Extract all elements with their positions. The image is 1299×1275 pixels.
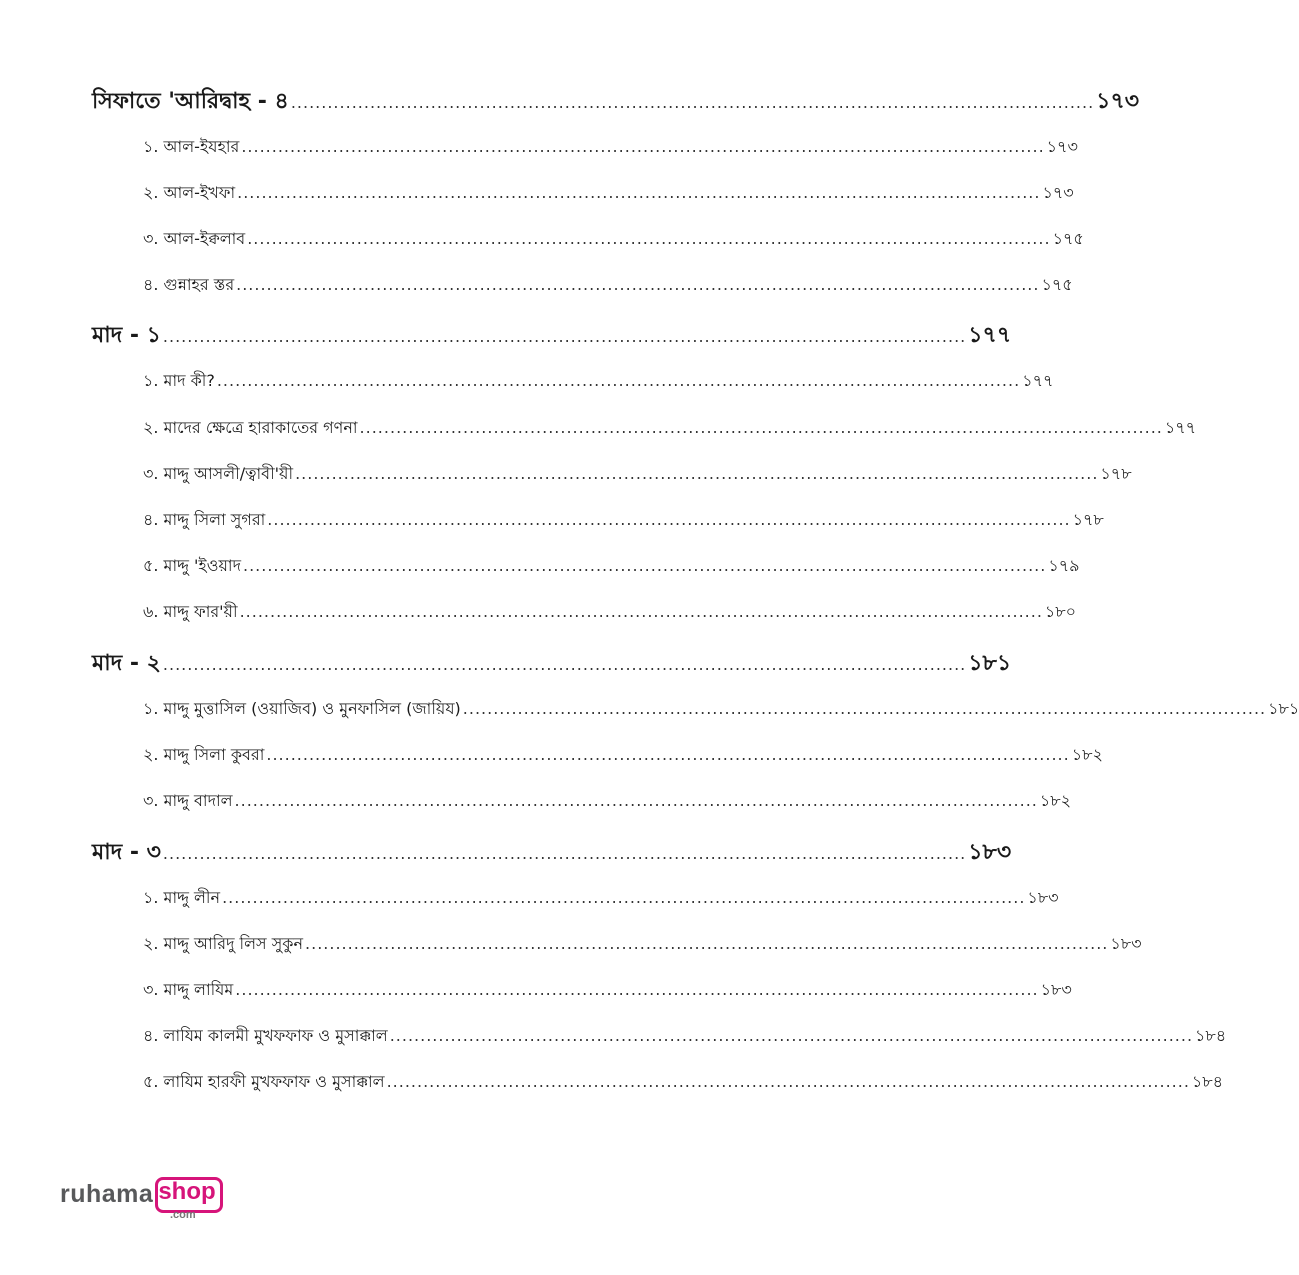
leader-dots: .................................................................................................................................... [162,844,967,863]
toc-entry-title: ১. আল-ইযহার [143,137,240,156]
toc-entry-page: ১৭৩ [1042,183,1074,202]
toc-entry-title: ৩. মাদ্দু লাযিম [143,980,234,999]
toc-entry-title: ৩. মাদ্দু বাদাল [143,791,233,810]
leader-dots: .................................................................................................................................... [359,418,1163,437]
toc-entry-page: ১৮৪ [1191,1072,1224,1091]
toc-section-row [92,318,1012,355]
toc-entry-title: ৪. লাযিম কালমী মুখফফাফ ও মুসাক্কাল [143,1026,388,1045]
toc-entry-title: ৫. লাযিম হারফী মুখফফাফ ও মুসাক্কাল [143,1072,385,1091]
toc-item-row [143,180,1074,207]
toc-item-row [143,931,1142,958]
toc-entry-title: ৬. মাদ্দু ফার'য়ী [143,602,238,621]
leader-dots: .................................................................................................................................... [241,137,1045,156]
leader-dots: .................................................................................................................................... [162,655,967,674]
toc-entry-title: ১. মাদ কী? [143,371,215,390]
leader-dots: .................................................................................................................................... [234,791,1038,810]
leader-dots: .................................................................................................................................... [237,183,1041,202]
leader-dots: .................................................................................................................................... [462,699,1267,718]
leader-dots: .................................................................................................................................... [239,602,1043,621]
toc-entry-page: ১৭৭ [1022,371,1054,390]
toc-entry-page: ১৭৯ [1048,556,1080,575]
toc-item-row [143,415,1197,442]
toc-item-row [143,696,1299,723]
toc-item-row [143,134,1078,161]
toc-entry-page: ১৮৩ [1027,888,1059,907]
toc-entry-title: ২. আল-ইখফা [143,183,236,202]
toc-entry-page: ১৭৫ [1052,229,1084,248]
leader-dots: .................................................................................................................................... [305,934,1109,953]
leader-dots: .................................................................................................................................... [235,980,1039,999]
toc-entry-page: ১৭৩ [1046,137,1078,156]
toc-item-row [143,272,1073,299]
toc-entry-title: ৫. মাদ্দু 'ইওয়াদ [143,556,241,575]
leader-dots: .................................................................................................................................... [386,1072,1190,1091]
toc-entry-title: সিফাতে 'আরিদ্বাহ - ৪ [92,89,289,114]
leader-dots: .................................................................................................................................... [242,556,1047,575]
toc-entry-title: মাদ - ১ [92,323,161,348]
toc-entry-page: ১৮২ [1039,791,1072,810]
toc-entry-page: ১৮০ [1044,602,1077,621]
toc-item-row [143,599,1077,626]
toc-entry-page: ১৭৫ [1041,275,1073,294]
logo-domain: .com [170,1209,196,1221]
leader-dots: .................................................................................................................................... [295,464,1099,483]
leader-dots: .................................................................................................................................... [236,275,1040,294]
leader-dots: .................................................................................................................................... [216,371,1021,390]
toc-entry-page: ১৭৮ [1072,510,1104,529]
toc-entry-title: মাদ - ৩ [92,840,161,865]
toc-entry-page: ১৭৭ [1164,418,1197,437]
toc-entry-page: ১৮১ [1268,699,1299,718]
toc-section-row [92,835,1012,872]
toc-entry-page: ১৭৩ [1096,89,1140,114]
leader-dots: .................................................................................................................................... [266,745,1070,764]
toc-entry-page: ১৮৩ [968,840,1012,865]
toc-entry-page: ১৮১ [968,651,1012,676]
toc-item-row [143,788,1072,815]
toc-entry-title: ৪. মাদ্দু সিলা সুগরা [143,510,266,529]
logo-brand-left: ruhama [60,1180,154,1208]
toc-entry-page: ১৭৮ [1100,464,1132,483]
toc-section-row [92,84,1140,121]
toc-item-row [143,507,1104,534]
leader-dots: .................................................................................................................................... [267,510,1071,529]
toc-section-row [92,646,1012,683]
leader-dots: .................................................................................................................................... [389,1026,1194,1045]
toc-item-row [143,461,1132,488]
leader-dots: .................................................................................................................................... [290,93,1095,112]
toc-entry-title: ১. মাদ্দু লীন [143,888,221,907]
toc-entry-title: ২. মাদ্দু আরিদু লিস সুকুন [143,934,304,953]
ruhamashop-logo [60,1176,230,1224]
toc-entry-title: মাদ - ২ [92,651,161,676]
toc-entry-page: ১৭৭ [968,323,1012,348]
toc-item-row [143,368,1054,395]
toc-item-row [143,1069,1224,1096]
toc-item-row [143,742,1103,769]
logo-brand-right: shop [158,1178,216,1205]
toc-entry-title: ২. মাদ্দু সিলা কুবরা [143,745,265,764]
leader-dots: .................................................................................................................................... [247,229,1051,248]
toc-entry-title: ২. মাদের ক্ষেত্রে হারাকাতের গণনা [143,418,358,437]
toc-entry-title: ৩. মাদ্দু আসলী/ত্বাবী'য়ী [143,464,294,483]
toc-item-row [143,553,1080,580]
toc-entry-page: ১৮৪ [1195,1026,1227,1045]
toc-entry-page: ১৮৩ [1110,934,1142,953]
toc-item-row [143,226,1084,253]
leader-dots: .................................................................................................................................... [222,888,1026,907]
leader-dots: .................................................................................................................................... [162,327,967,346]
toc-entry-page: ১৮৩ [1040,980,1072,999]
toc-entry-title: ৪. গুন্নাহর স্তর [143,275,235,294]
toc-item-row [143,977,1072,1004]
toc-entry-title: ১. মাদ্দু মুত্তাসিল (ওয়াজিব) ও মুনফাসিল (জায়িয) [143,699,461,718]
toc-entry-title: ৩. আল-ইক্বলাব [143,229,246,248]
toc-entry-page: ১৮২ [1071,745,1103,764]
toc-item-row [143,1023,1227,1050]
toc-item-row [143,885,1059,912]
